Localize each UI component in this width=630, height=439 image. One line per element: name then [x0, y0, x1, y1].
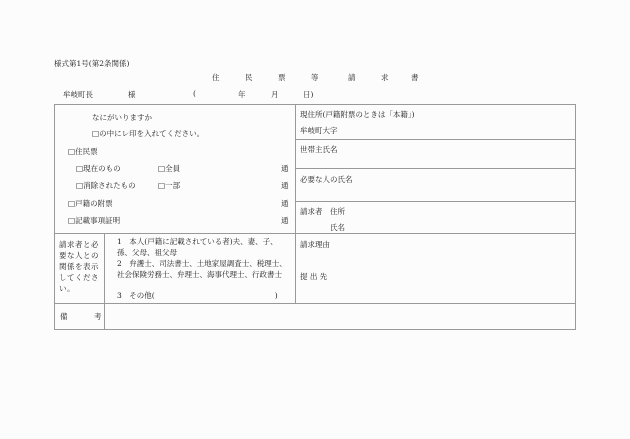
title-char: 票 — [278, 73, 286, 82]
title-char: 求 — [381, 73, 389, 82]
remarks-field[interactable] — [107, 305, 572, 329]
question-label: なにがいりますか — [92, 113, 152, 122]
remarks-label: 考 — [94, 312, 102, 321]
household-head-field[interactable]: 世帯主氏名 — [300, 145, 338, 154]
date-day-field[interactable]: 日) — [303, 90, 314, 99]
checkbox-resident-record[interactable]: □住民票 — [68, 147, 98, 156]
divider — [104, 233, 105, 330]
copies-unit: 通 — [281, 216, 289, 225]
reason-field[interactable]: 請求理由 — [300, 240, 330, 249]
checkbox-removed[interactable]: □消除されたもの — [76, 181, 136, 190]
needed-person-field[interactable]: 必要な人の氏名 — [300, 175, 353, 184]
copies-unit: 通 — [281, 181, 289, 190]
checkbox-family-register-annex[interactable]: □戸籍の附票 — [68, 199, 113, 208]
copies-unit: 通 — [281, 199, 289, 208]
remarks-label: 備 — [60, 312, 68, 321]
title-char: 住 — [212, 73, 220, 82]
divider — [295, 105, 296, 303]
submit-to-field[interactable]: 提 出 先 — [300, 272, 328, 281]
title-char: 書 — [411, 73, 419, 82]
divider — [55, 233, 576, 234]
addressee: 牟岐町長 — [63, 90, 93, 99]
checkbox-current[interactable]: □現在のもの — [76, 164, 121, 173]
form-number: 様式第1号(第2条関係) — [54, 59, 130, 68]
relation-label: 請求者と必要な人との関係を表示してください。 — [59, 240, 99, 293]
copies-unit: 通 — [281, 164, 289, 173]
divider — [295, 201, 576, 202]
request-form-table — [54, 104, 576, 330]
checkbox-record-certificate[interactable]: □記載事項証明 — [68, 216, 121, 225]
title-char: 等 — [311, 73, 319, 82]
date-open: ( — [193, 89, 196, 98]
address-label: 現住所(戸籍附票のときは「本籍」) — [300, 110, 415, 119]
checkbox-all-members[interactable]: □全員 — [158, 164, 181, 173]
divider — [295, 139, 576, 140]
date-month-field[interactable]: 月 — [271, 90, 279, 99]
divider — [295, 168, 576, 169]
form-title — [0, 72, 630, 82]
requester-name-field[interactable]: 氏名 — [330, 223, 345, 232]
address-field[interactable]: 牟岐町大字 — [300, 126, 338, 135]
requester-label: 請求者 — [300, 207, 323, 216]
divider — [55, 303, 576, 304]
honorific: 様 — [128, 90, 136, 99]
title-char: 民 — [245, 73, 253, 82]
relation-option-3[interactable]: 3 その他( ) — [117, 291, 278, 300]
relation-option-1[interactable]: 1 本人(戸籍に記載されている者)夫、妻、子、孫、父母、祖父母 — [117, 237, 278, 257]
instruction-label: □の中にレ印を入れてください。 — [92, 129, 205, 138]
title-char: 請 — [348, 73, 356, 82]
date-year-field[interactable]: 年 — [238, 90, 246, 99]
requester-address-field[interactable]: 住所 — [330, 207, 345, 216]
relation-option-2[interactable]: 2 弁護士、司法書士、土地家屋調査士、税理士、社会保険労務士、弁理士、海事代理士、行政書士 — [117, 259, 287, 279]
checkbox-partial[interactable]: □一部 — [158, 181, 181, 190]
